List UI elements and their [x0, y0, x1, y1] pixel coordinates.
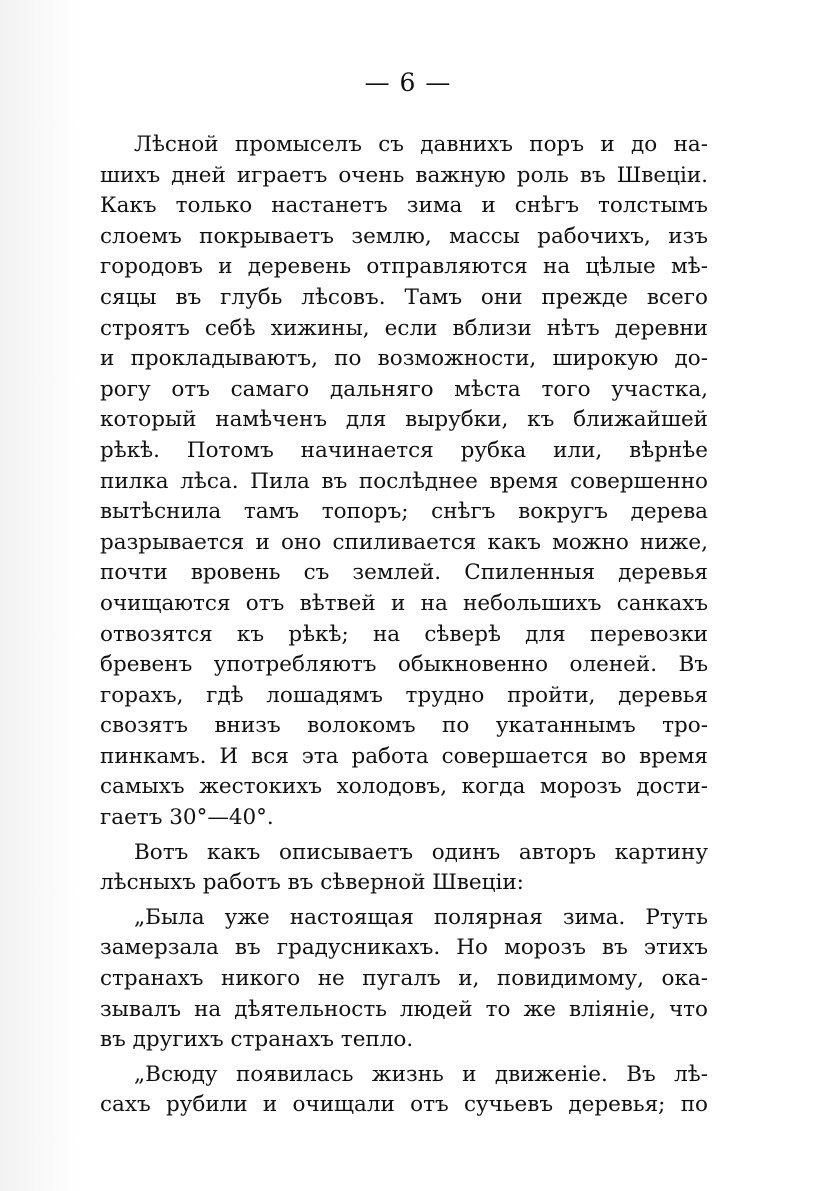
text-line: городовъ и деревень отправляются на цѣлые мѣ- — [100, 254, 708, 280]
text-line: Лѣсной промыселъ съ давнихъ поръ и до на- — [134, 132, 708, 157]
text-line: зывалъ на дѣятельность людей то же вліяніе, что — [100, 996, 708, 1022]
text-line: сахъ рубили и очищали отъ сучьевъ деревья; по — [100, 1092, 708, 1118]
text-line: почти вровень съ землей. Спиленныя деревья — [100, 560, 708, 586]
text-line: рогу отъ самаго дальняго мѣста того участка, — [100, 376, 708, 402]
text-line: въ другихъ странахъ тепло. — [100, 1027, 414, 1053]
text-line: разрывается и оно спиливается какъ можно ниже, — [100, 529, 708, 555]
text-line: бревенъ употребляютъ обыкновенно оленей. Въ — [100, 652, 708, 678]
text-line: сяцы въ глубь лѣсовъ. Тамъ они прежде всего — [100, 284, 708, 310]
text-line: слоемъ покрываетъ землю, массы рабочихъ, изъ — [100, 223, 708, 249]
paragraph-1 — [100, 130, 708, 834]
text-line: Вотъ какъ описываетъ одинъ авторъ картину — [134, 839, 708, 865]
text-line: шихъ дней играетъ очень важную роль въ Швеціи. — [100, 162, 708, 188]
text-line: гаетъ 30°—40°. — [100, 805, 274, 831]
text-line: „Была уже настоящая полярная зима. Ртуть — [134, 904, 708, 930]
text-line: пилка лѣса. Пила въ послѣднее время совершенно — [100, 468, 708, 494]
paragraph-4 — [100, 1060, 708, 1121]
page-number: — 6 — — [364, 68, 452, 97]
text-line: странахъ никого не пугалъ и, повидимому, ока- — [100, 966, 708, 992]
scan-margin-shade — [0, 0, 82, 1191]
text-line: пинкамъ. И вся эта работа совершается во время — [100, 743, 708, 769]
text-line: отвозятся къ рѣкѣ; на сѣверѣ для перевозки — [100, 621, 708, 647]
text-line: замерзала въ градусникахъ. Но морозъ въ этихъ — [100, 935, 708, 961]
text-line: который намѣченъ для вырубки, къ ближайшей — [100, 407, 708, 433]
text-line: рѣкѣ. Потомъ начинается рубка или, вѣрнѣе — [100, 437, 708, 463]
text-line: свозятъ внизъ волокомъ по укатаннымъ тро- — [100, 713, 708, 739]
text-line: Какъ только настанетъ зима и снѣгъ толстымъ — [100, 193, 708, 219]
text-line: лѣсныхъ работъ въ сѣверной Швеціи: — [100, 870, 524, 896]
text-line: горахъ, гдѣ лошадямъ трудно пройти, деревья — [100, 682, 708, 708]
text-line: „Всюду появилась жизнь и движеніе. Въ лѣ- — [134, 1061, 708, 1087]
text-line: вытѣснила тамъ топоръ; снѣгъ вокругъ дерева — [100, 499, 708, 525]
paragraph-3 — [100, 903, 708, 1056]
paragraph-2 — [100, 838, 708, 899]
text-line: и прокладываютъ, по возможности, широкую до- — [100, 346, 708, 372]
text-line: очищаются отъ вѣтвей и на небольшихъ санкахъ — [100, 590, 708, 616]
text-line: самыхъ жестокихъ холодовъ, когда морозъ дости- — [100, 774, 708, 800]
text-body — [100, 130, 708, 1121]
text-line: строятъ себѣ хижины, если вблизи нѣтъ деревни — [100, 315, 708, 341]
